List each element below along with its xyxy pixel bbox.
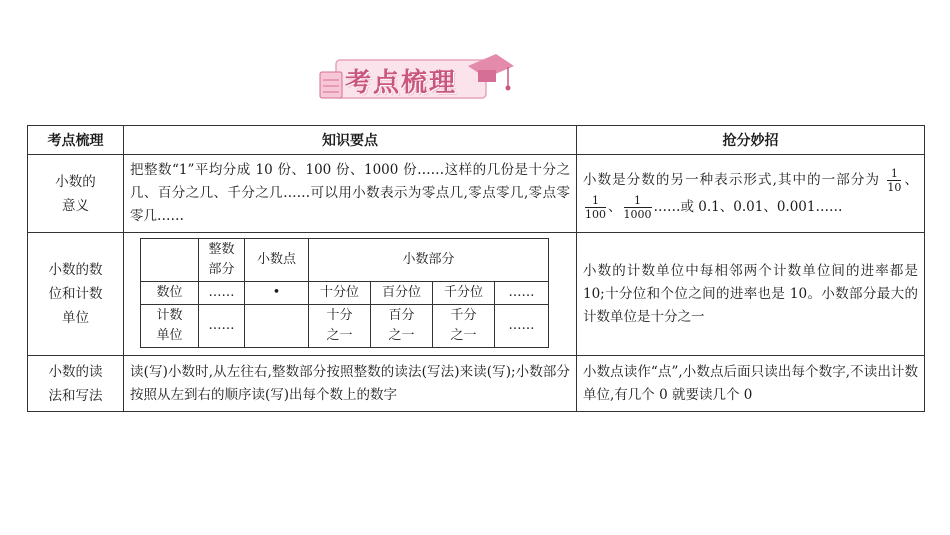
tip-cell: 小数的计数单位中每相邻两个计数单位间的进率都是 10;十分位和个位之间的进率也是 10。小数部分最大的计数单位是十分之一 [577, 233, 925, 356]
knowledge-table [27, 125, 925, 412]
point-symbol: • [245, 282, 309, 305]
unit-tenth: 十分 之一 [309, 305, 371, 348]
inner-row [141, 282, 549, 305]
topic-line: 小数的数 [48, 262, 103, 278]
topic-line: 法和写法 [48, 387, 103, 404]
place-value-table [140, 238, 549, 348]
tip-text: 小数是分数的另一种表示形式,其中的一部分为 [583, 171, 881, 188]
tip-cell [577, 155, 925, 233]
place-label: 数位 [141, 282, 199, 305]
topic-cell [28, 233, 124, 356]
inner-row [141, 305, 549, 348]
fraction: $\frac{1}{1000}$ [623, 193, 652, 221]
separator: 、 [903, 171, 918, 188]
fraction: $\frac{1}{100}$ [585, 193, 606, 221]
separator: 、 [608, 198, 622, 215]
header-tips: 抢分妙招 [577, 126, 925, 155]
topic-line: 意义 [62, 197, 89, 214]
topic-line: 位和计数 [48, 286, 103, 302]
table-row [28, 233, 925, 356]
tip-text: ……或 0.1、0.01、0.001…… [653, 198, 843, 215]
header-knowledge: 知识要点 [124, 126, 577, 155]
place-thousandths: 千分位 [433, 282, 495, 305]
unit-label: 计数 单位 [141, 305, 199, 348]
knowledge-cell: 把整数“1”平均分成 10 份、100 份、1000 份……这样的几份是十分之几、百分之几、千分之几……可以用小数表示为零点几,零点零几,零点零零几…… [124, 155, 577, 233]
knowledge-cell: 读(写)小数时,从左往右,整数部分按照整数的读法(写法)来读(写);小数部分按照从左到右的顺序读(写)出每个数上的数字 [124, 356, 577, 412]
decimal-part-label: 小数部分 [309, 239, 549, 282]
banner-title: 考点梳理 [345, 68, 458, 98]
dots: …… [199, 282, 245, 305]
dots: …… [495, 305, 549, 348]
table-row [28, 356, 925, 412]
dots: …… [495, 282, 549, 305]
table-row [28, 155, 925, 233]
header-topic: 考点梳理 [28, 126, 124, 155]
knowledge-cell [124, 233, 577, 356]
unit-hundredth: 百分 之一 [371, 305, 433, 348]
unit-thousandth: 千分 之一 [433, 305, 495, 348]
topic-line: 小数的读 [48, 363, 103, 380]
topic-line: 单位 [62, 310, 89, 326]
topic-cell [28, 155, 124, 233]
decimal-point-label: 小数点 [245, 239, 309, 282]
header-row [28, 126, 925, 155]
fraction: $\frac{1}{10}$ [887, 166, 902, 194]
topic-cell [28, 356, 124, 412]
integer-part-cell: 整数 部分 [199, 239, 245, 282]
tip-cell: 小数点读作“点”,小数点后面只读出每个数字,不读出计数单位,有几个 0 就要读几个 0 [577, 356, 925, 412]
dots: …… [199, 305, 245, 348]
place-tenths: 十分位 [309, 282, 371, 305]
topic-line: 小数的 [55, 173, 96, 190]
place-hundredths: 百分位 [371, 282, 433, 305]
inner-row [141, 239, 549, 282]
